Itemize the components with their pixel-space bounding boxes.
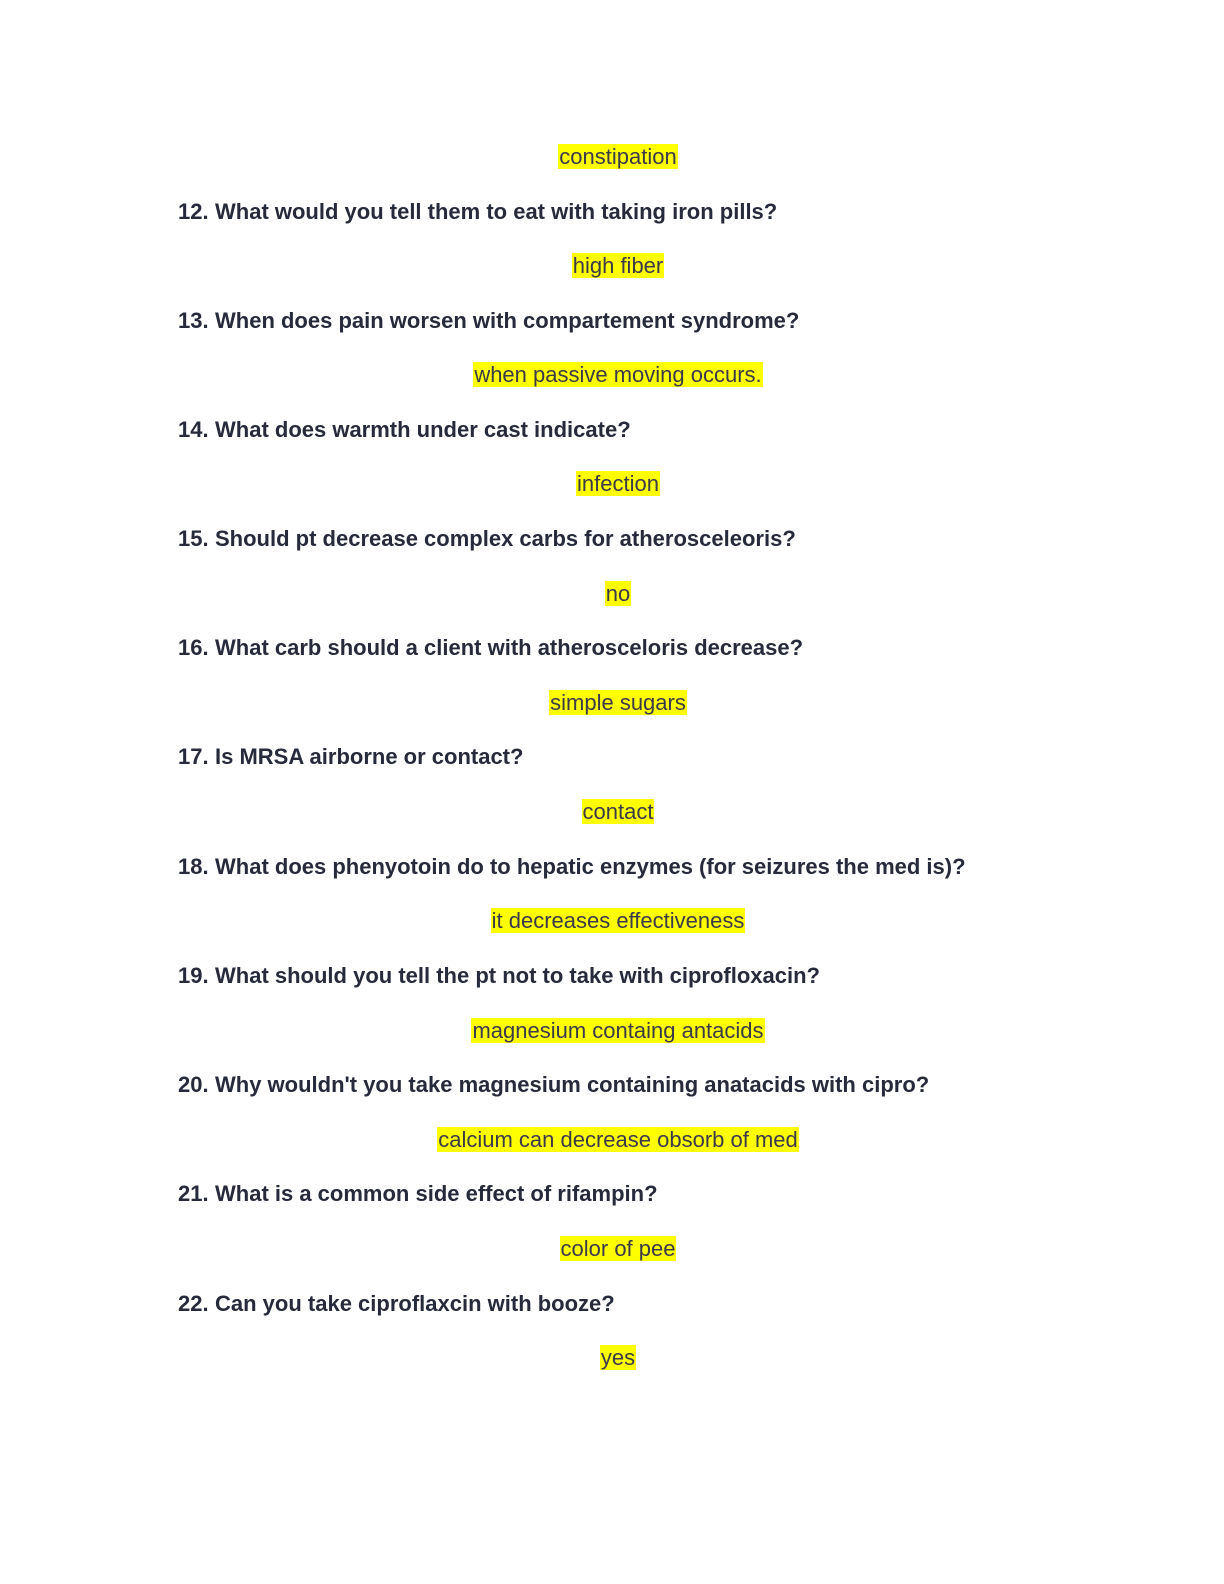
question-number: 21. — [178, 1181, 209, 1206]
question-number: 14. — [178, 417, 209, 442]
answer-highlight: calcium can decrease obsorb of med — [438, 1127, 798, 1152]
answer-line — [0, 1125, 1224, 1155]
question-number: 22. — [178, 1291, 209, 1316]
question-line — [0, 852, 1224, 882]
answer-line — [0, 469, 1224, 499]
question-number: 19. — [178, 963, 209, 988]
question-text: What is a common side effect of rifampin? — [215, 1181, 658, 1206]
answer-line — [0, 797, 1224, 827]
answer-highlight: contact — [582, 799, 654, 824]
question-line — [0, 306, 1224, 336]
answer-highlight: when passive moving occurs. — [474, 362, 762, 387]
answer-highlight: no — [605, 581, 631, 606]
question-text: When does pain worsen with compartement syndrome? — [215, 308, 800, 333]
question-line — [0, 197, 1224, 227]
question-text: What does phenyotoin do to hepatic enzymes (for seizures the med is)? — [215, 854, 966, 879]
question-number: 16. — [178, 635, 209, 660]
answer-highlight: high fiber — [572, 253, 664, 278]
question-line — [0, 1070, 1224, 1100]
question-number: 13. — [178, 308, 209, 333]
answer-line — [0, 688, 1224, 718]
answer-highlight: color of pee — [560, 1236, 676, 1261]
answer-line — [0, 1343, 1224, 1373]
answer-line — [0, 251, 1224, 281]
answer-highlight: magnesium containg antacids — [472, 1018, 764, 1043]
answer-highlight: it decreases effectiveness — [491, 908, 745, 933]
answer-highlight: infection — [577, 471, 659, 496]
question-text: Why wouldn't you take magnesium containing anatacids with cipro? — [215, 1072, 930, 1097]
question-line — [0, 961, 1224, 991]
question-text: Is MRSA airborne or contact? — [215, 744, 524, 769]
question-number: 15. — [178, 526, 209, 551]
question-number: 18. — [178, 854, 209, 879]
answer-line — [0, 142, 1224, 172]
question-text: What does warmth under cast indicate? — [215, 417, 631, 442]
question-line — [0, 742, 1224, 772]
question-text: Can you take ciproflaxcin with booze? — [215, 1291, 615, 1316]
question-line — [0, 415, 1224, 445]
question-text: Should pt decrease complex carbs for atherosceleoris? — [215, 526, 796, 551]
answer-highlight: simple sugars — [550, 690, 686, 715]
question-text: What should you tell the pt not to take with ciprofloxacin? — [215, 963, 820, 988]
answer-line — [0, 579, 1224, 609]
question-text: What would you tell them to eat with taking iron pills? — [215, 199, 778, 224]
question-number: 12. — [178, 199, 209, 224]
question-line — [0, 633, 1224, 663]
question-line — [0, 1289, 1224, 1319]
answer-line — [0, 1234, 1224, 1264]
answer-highlight: yes — [600, 1345, 636, 1370]
answer-line — [0, 360, 1224, 390]
answer-highlight: constipation — [559, 144, 677, 169]
answer-line — [0, 1016, 1224, 1046]
answer-line — [0, 906, 1224, 936]
question-line — [0, 524, 1224, 554]
question-text: What carb should a client with atherosceloris decrease? — [215, 635, 804, 660]
question-line — [0, 1179, 1224, 1209]
question-number: 20. — [178, 1072, 209, 1097]
question-number: 17. — [178, 744, 209, 769]
